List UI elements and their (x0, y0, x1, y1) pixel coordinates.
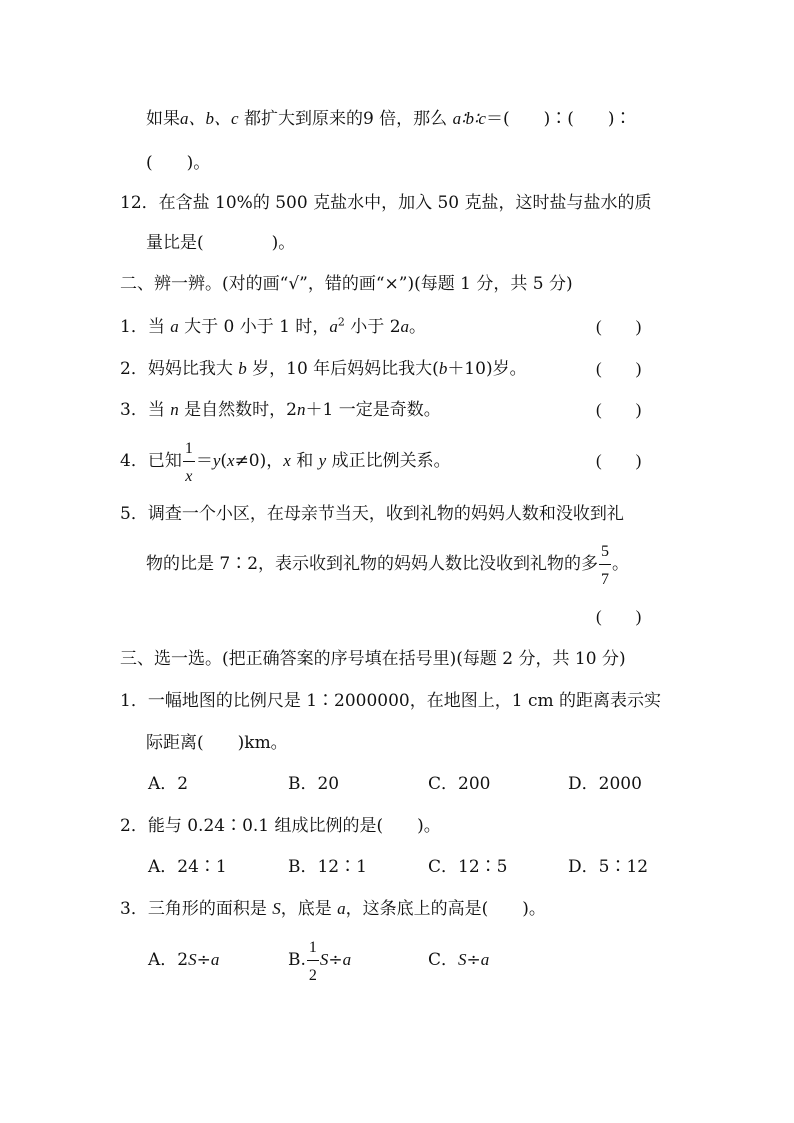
s2-item-5-answer-blank[interactable]: ( ) (596, 607, 642, 626)
s3-q2-option-c[interactable]: C．12∶5 (428, 857, 508, 877)
s3-q3-option-c[interactable]: C．S÷a (428, 950, 490, 970)
s3-q2-stem: 2．能与 0.24∶0.1 组成比例的是( )。 (120, 816, 441, 836)
s3-q1-option-c[interactable]: C．200 (428, 774, 491, 794)
s2-item-3: 3．当 n 是自然数时，2n＋1 一定是奇数。 (120, 400, 441, 420)
s3-q3-stem: 3．三角形的面积是 S，底是 a，这条底上的高是( )。 (120, 899, 546, 919)
s2-item-2-answer-blank[interactable]: ( ) (596, 359, 642, 378)
s2-item-5-line1: 5．调查一个小区，在母亲节当天，收到礼物的妈妈人数和没收到礼 (120, 504, 624, 524)
s3-q1-line2: 际距离( )km。 (146, 733, 288, 753)
prev-question-line1: 如果a、b、c 都扩大到原来的9 倍，那么 a∶b∶c＝( )∶( )∶ (146, 109, 632, 129)
s3-q1-option-d[interactable]: D．2000 (568, 774, 642, 794)
s2-item-1-answer-blank[interactable]: ( ) (596, 317, 642, 336)
fraction-5-over-7: $\frac{5}{7}$ (601, 542, 610, 588)
s2-item-5-line2: 物的比是 7∶2，表示收到礼物的妈妈人数比没收到礼物的多 $\frac{5}{7}$ 。 (146, 542, 630, 588)
q12-line1: 12．在含盐 10%的 500 克盐水中，加入 50 克盐，这时盐与盐水的质 (120, 193, 652, 213)
fraction-1-over-x: $\frac{1}{x}$ (184, 439, 193, 485)
s2-item-1: 1．当 a 大于 0 小于 1 时，$a^2$ 小于 2a。 (120, 315, 427, 337)
s2-item-4-answer-blank[interactable]: ( ) (596, 451, 642, 470)
s3-q2-option-b[interactable]: B．12∶1 (288, 857, 367, 877)
section2-heading: 二、辨一辨。(对的画“√”，错的画“×”)(每题 1 分，共 5 分) (120, 274, 573, 294)
fraction-1-over-2: $\frac{1}{2}$ (308, 938, 317, 984)
s3-q1-line1: 1．一幅地图的比例尺是 1∶2000000，在地图上，1 cm 的距离表示实 (120, 691, 662, 711)
var-abc: a、b、c (180, 109, 239, 128)
s2-item-4: 4．已知 $\frac{1}{x}$ ＝y(x≠0)，x 和 y 成正比例关系。 (120, 439, 451, 485)
var-ratio: a∶b∶c (452, 109, 486, 128)
q12-line2: 量比是( )。 (146, 233, 296, 253)
s3-q3-option-b[interactable]: B. $\frac{1}{2}$ S÷a (288, 938, 352, 984)
s3-q1-option-b[interactable]: B．20 (288, 774, 340, 794)
s3-q3-option-a[interactable]: A．2S÷a (148, 950, 220, 970)
section3-heading: 三、选一选。(把正确答案的序号填在括号里)(每题 2 分，共 10 分) (120, 649, 626, 669)
s2-item-2: 2．妈妈比我大 b 岁，10 年后妈妈比我大(b＋10)岁。 (120, 359, 527, 379)
s3-q2-option-d[interactable]: D．5∶12 (568, 857, 649, 877)
s2-item-3-answer-blank[interactable]: ( ) (596, 400, 642, 419)
s3-q2-option-a[interactable]: A．24∶1 (148, 857, 227, 877)
prev-question-line2: ( )。 (146, 153, 211, 173)
s3-q1-option-a[interactable]: A．2 (148, 774, 189, 794)
